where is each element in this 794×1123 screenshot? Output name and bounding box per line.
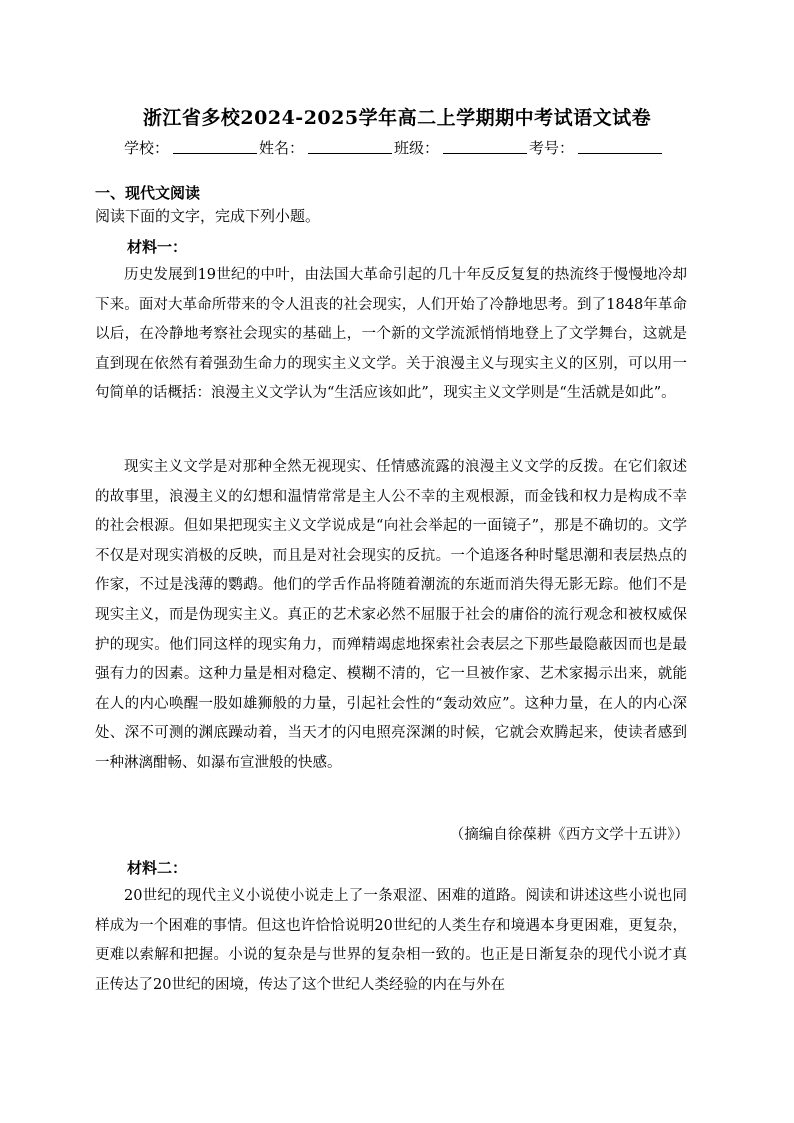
exam-title: 浙江省多校2024-2025学年高二上学期期中考试语文试卷 bbox=[142, 107, 652, 129]
name-label: 姓名： bbox=[259, 139, 305, 157]
student-info-line bbox=[124, 136, 684, 158]
material-one-paragraph: 现实主义文学是对那种全然无视现实、任情感流露的浪漫主义文学的反拨。在它们叙述的故事里，浪漫主义的幻想和温情常常是主人公不幸的主观根源，而金钱和权力是构成不幸的社会根源。但如果把现实主义文学说成是“向社会举起的一面镜子”，那是不确切的。文学不仅是对现实消极的反映，而且是对社会现实的反抗。一个追逐各种时髦思潮和表层热点的作家，不过是浅薄的鹦鹉。他们的学舌作品将随着潮流的东逝而消失得无影无踪。他们不是现实主义，而是伪现实主义。真正的艺术家必然不屈服于社会的庸俗的流行观念和被权威保护的现实。他们同这样的现实角力，而殚精竭虑地探索社会表层之下那些最隐蔽因而也是最强有力的因素。这种力量是相对稳定、模糊不清的，它一旦被作家、艺术家揭示出来，就能在人的内心唤醒一股如雄狮般的力量，引起社会性的“轰动效应”。这种力量，在人的内心深处、深不可测的渊底躁动着，当天才的闪电照亮深渊的时候，它就会欢腾起来，使读者感到一种淋漓酣畅、如瀑布宣泄般的快感。 bbox=[95, 459, 687, 771]
exam-number-blank[interactable] bbox=[578, 152, 662, 154]
exam-number-label: 考号： bbox=[529, 139, 575, 157]
section-instruction: 阅读下面的文字，完成下列小题。 bbox=[95, 207, 321, 225]
material-two-label: 材料二： bbox=[127, 859, 188, 877]
class-label: 班级： bbox=[394, 139, 440, 157]
school-label: 学校： bbox=[124, 139, 170, 157]
material-one-label: 材料一： bbox=[127, 238, 188, 256]
section-heading: 一、现代文阅读 bbox=[95, 184, 201, 202]
class-blank[interactable] bbox=[443, 152, 527, 154]
material-one-paragraph: 历史发展到19世纪的中叶，由法国大革命引起的几十年反反复复的热流终于慢慢地冷却下来。面对大革命所带来的令人沮丧的社会现实，人们开始了冷静地思考。到了1848年革命以后，在冷静地考察社会现实的基础上，一个新的文学流派悄悄地登上了文学舞台，这就是直到现在依然有着强劲生命力的现实主义文学。关于浪漫主义与现实主义的区别，可以用一句简单的话概括：浪漫主义文学认为“生活应该如此”，现实主义文学则是“生活就是如此”。 bbox=[95, 267, 687, 402]
material-two-paragraph: 20世纪的现代主义小说使小说走上了一条艰涩、困难的道路。阅读和讲述这些小说也同样成为一个困难的事情。但这也许恰恰说明20世纪的人类生存和境遇本身更困难，更复杂，更难以索解和把握。小说的复杂是与世界的复杂相一致的。也正是日渐复杂的现代小说才真正传达了20世纪的困境，传达了这个世纪人类经验的内在与外在 bbox=[95, 888, 687, 993]
school-blank[interactable] bbox=[173, 152, 257, 154]
material-one-source: （摘编自徐葆耕《西方文学十五讲》） bbox=[449, 827, 689, 843]
name-blank[interactable] bbox=[308, 152, 392, 154]
